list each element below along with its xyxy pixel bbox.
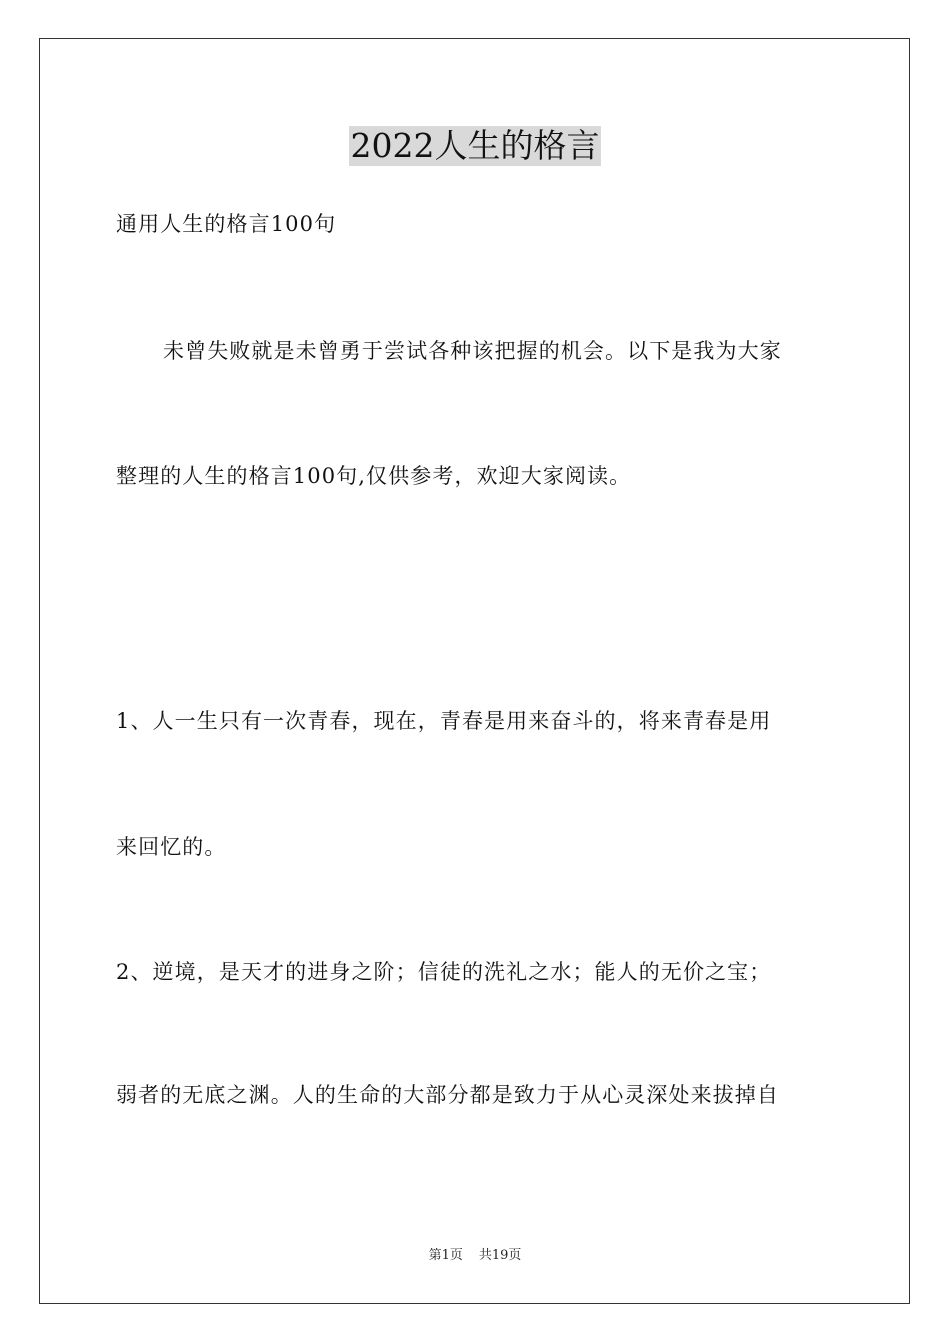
page-number: 第1页 — [428, 1248, 463, 1263]
item-1-line-1: 1、人一生只有一次青春，现在，青春是用来奋斗的，将来青春是用 — [116, 709, 772, 733]
document-subtitle: 通用人生的格言100句 — [116, 212, 337, 236]
intro-line-1: 未曾失败就是未曾勇于尝试各种该把握的机会。以下是我为大家 — [163, 339, 782, 363]
item-2-line-2: 弱者的无底之渊。人的生命的大部分都是致力于从心灵深处来拔掉自 — [116, 1083, 779, 1107]
page-footer — [0, 1247, 950, 1265]
item-1-line-2: 来回忆的。 — [116, 835, 227, 859]
intro-line-2: 整理的人生的格言100句,仅供参考，欢迎大家阅读。 — [116, 464, 632, 488]
page-total: 共19页 — [478, 1248, 522, 1263]
document-title: 2022人生的格言 — [350, 126, 600, 165]
item-2-line-1: 2、逆境，是天才的进身之阶；信徒的洗礼之水；能人的无价之宝； — [116, 960, 772, 984]
title-container — [0, 126, 950, 166]
